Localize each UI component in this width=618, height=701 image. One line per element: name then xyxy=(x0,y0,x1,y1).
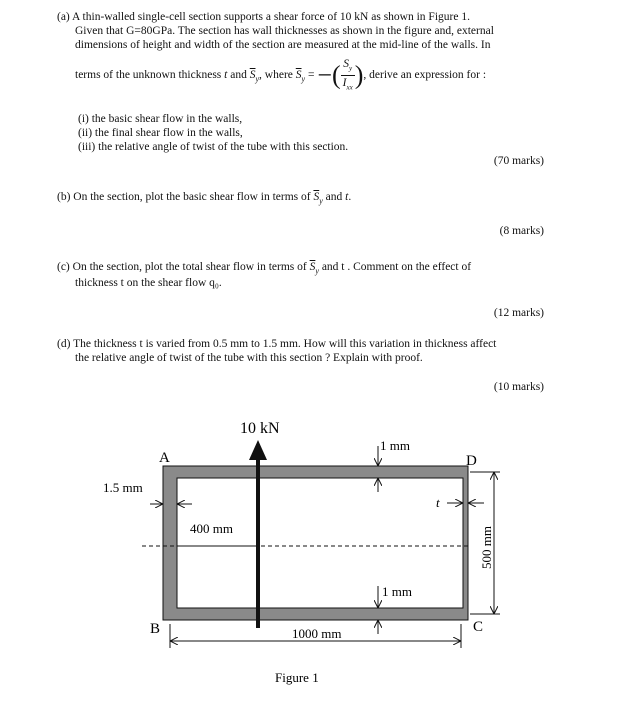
part-a-item-3: (iii) the relative angle of twist of the tube with this section. xyxy=(78,141,349,153)
var-sy-2: $\overline{S}$ xyxy=(295,69,302,81)
part-b-marks: (8 marks) xyxy=(499,225,544,237)
part-a-item-2: (ii) the final shear flow in the walls, xyxy=(78,127,243,139)
part-a-item-1: (i) the basic shear flow in the walls, xyxy=(78,113,243,125)
corner-c-label: C xyxy=(473,619,484,635)
figure-caption: Figure 1 xyxy=(275,670,319,685)
frac-num: S xyxy=(343,57,349,70)
part-a-line4: terms of the unknown thickness t and $\overline{S}_y$, where $\overline{S}_y$ = −( $\frac{S_y}{I_{xx}}$ ), derive an expression for : xyxy=(75,56,486,94)
height-label: 500 mm xyxy=(479,526,494,569)
part-b-line: (b) On the section, plot the basic shear flow in terms of $\overline{S}_y$ and t. xyxy=(57,191,352,206)
var-t: t xyxy=(224,69,228,81)
part-d-marks: (10 marks) xyxy=(493,381,544,393)
corner-b-label: B xyxy=(150,621,161,637)
frac-den: I xyxy=(342,76,347,89)
force-label: 10 kN xyxy=(240,420,280,437)
right-wall-label: t xyxy=(436,495,440,510)
force-arrow-head xyxy=(249,440,267,460)
and-word: and xyxy=(230,69,247,81)
part-c-text: (c) On the section, plot the total shear flow in terms of xyxy=(57,261,307,273)
part-c-marks: (12 marks) xyxy=(493,307,544,319)
part-a-marks: (70 marks) xyxy=(493,155,544,167)
width-label: 1000 mm xyxy=(292,626,342,641)
var-t-b: t xyxy=(345,191,349,203)
corner-a-label: A xyxy=(159,450,170,466)
top-wall-label: 1 mm xyxy=(380,438,410,453)
part-c-line1: (c) On the section, plot the total shear flow in terms of $\overline{S}_y$ and t . Comment on the effect of xyxy=(57,261,472,276)
var-sy-b: $\overline{S}$ xyxy=(313,191,320,203)
part-b-text: (b) On the section, plot the basic shear flow in terms of xyxy=(57,191,311,203)
part-a-line2: Given that G=80GPa. The section has wall thicknesses as shown in the figure and, external xyxy=(75,25,494,37)
section-inner-cavity xyxy=(177,478,463,608)
bottom-wall-label: 1 mm xyxy=(382,584,412,599)
fraction: $\frac{S_y}{I_{xx}}$ xyxy=(342,57,353,92)
part-d-line2: the relative angle of twist of the tube with this section ? Explain with proof. xyxy=(75,352,423,364)
and-word-b: and xyxy=(325,191,343,203)
part-c-line2: thickness t on the shear flow q₀. xyxy=(75,277,222,289)
part-d-line1: (d) The thickness t is varied from 0.5 mm to 1.5 mm. How will this variation in thickness affect xyxy=(57,338,497,350)
var-sy: $\overline{S}$ xyxy=(249,69,256,81)
offset-label: 400 mm xyxy=(190,521,233,536)
var-sy-c: $\overline{S}$ xyxy=(309,261,316,273)
part-c-text-post: and t . Comment on the effect of xyxy=(321,261,472,273)
part-a-line4-post: , derive an expression for : xyxy=(363,69,487,81)
corner-d-label: D xyxy=(466,453,477,469)
part-a-line3: dimensions of height and width of the section are measured at the mid-line of the walls. In xyxy=(75,39,491,51)
left-wall-label: 1.5 mm xyxy=(103,480,143,495)
part-a-line1: (a) A thin-walled single-cell section supports a shear force of 10 kN as shown in Figure 1. xyxy=(57,11,470,23)
where-word: where xyxy=(264,69,293,81)
part-a-line4-pre: terms of the unknown thickness xyxy=(75,69,222,81)
